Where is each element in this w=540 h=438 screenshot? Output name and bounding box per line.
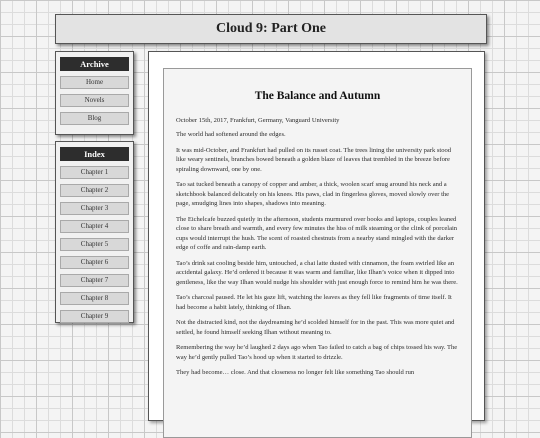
article-paragraph: It was mid-October, and Frankfurt had pulled on its russet coat. The trees lining the university park stood like weary sentinels, branches bowed beneath a golden blaze of leaves that trembled in the breeze before spiraling downward, one by one.	[176, 146, 452, 173]
article-paragraph: Remembering the way he’d laughed 2 days ago when Tao failed to catch a bag of chips tossed his way. The way he’d gently pulled Tao’s hood up when it started to drizzle.	[176, 344, 458, 361]
chapter-link-9[interactable]: Chapter 9	[60, 310, 129, 323]
chapter-link-2[interactable]: Chapter 2	[60, 184, 129, 197]
article-paragraph: Not the distracted kind, not the daydreaming he’d scolded himself for in the past. This was more quiet and settled, he found himself seeking Ilhan without meaning to.	[176, 319, 455, 336]
article-card[interactable]	[163, 68, 472, 438]
article-paragraph: Tao’s drink sat cooling beside him, untouched, a chai latte dusted with cinnamon, the foam swirled like an accidental galaxy. He’d ordered it because it was warm and familiar, like Ilhan’s voice when it dipped into gentleness, like the way Ilhan would nudge his shoulder with just enough force to remind him he was there.	[176, 259, 458, 286]
archive-link-blog[interactable]: Blog	[60, 112, 129, 125]
chapter-link-4[interactable]: Chapter 4	[60, 220, 129, 233]
article-paragraph: The world had softened around the edges.	[176, 131, 286, 139]
archive-panel	[55, 51, 134, 135]
content-panel	[148, 51, 485, 421]
archive-link-novels[interactable]: Novels	[60, 94, 129, 107]
chapter-link-8[interactable]: Chapter 8	[60, 292, 129, 305]
article-dateline: October 15th, 2017, Frankfurt, Germany, Vanguard University	[176, 117, 340, 124]
index-title: Index	[60, 147, 129, 161]
chapter-link-3[interactable]: Chapter 3	[60, 202, 129, 215]
chapter-link-6[interactable]: Chapter 6	[60, 256, 129, 269]
article-title: The Balance and Autumn	[254, 90, 381, 102]
article-paragraph: Tao’s charcoal paused. He let his gaze lift, watching the leaves as they fell like fragments of time itself. It had become a habit lately, thinking of Ilhan.	[176, 294, 452, 311]
site-header	[55, 14, 487, 44]
article-paragraph: Tao sat tucked beneath a canopy of copper and amber, a thick, woolen scarf snug around his neck and a sketchbook balanced delicately on his knees. His paws, clad in fingerless gloves, moved slowly over the page, smudging lines into shapes, shadows into meaning.	[176, 181, 450, 208]
chapter-link-1[interactable]: Chapter 1	[60, 166, 129, 179]
chapter-link-5[interactable]: Chapter 5	[60, 238, 129, 251]
article-paragraph: They had become… close. And that closeness no longer felt like something Tao should run	[176, 369, 415, 377]
archive-link-home[interactable]: Home	[60, 76, 129, 89]
site-title: Cloud 9: Part One	[215, 21, 327, 36]
chapter-link-7[interactable]: Chapter 7	[60, 274, 129, 287]
index-panel	[55, 141, 134, 323]
archive-title: Archive	[60, 57, 129, 71]
article-paragraph: The Eichelcafe buzzed quietly in the afternoon, students murmured over books and laptops, couples leaned close to share breath and warmth, and every few minutes the hiss of milk steaming or the clink of porcelain cups would interrupt the hush. The scent of roasted chestnuts from a nearby stand mingled with the darker edge of coffe and rain-damp earth.	[176, 215, 458, 252]
